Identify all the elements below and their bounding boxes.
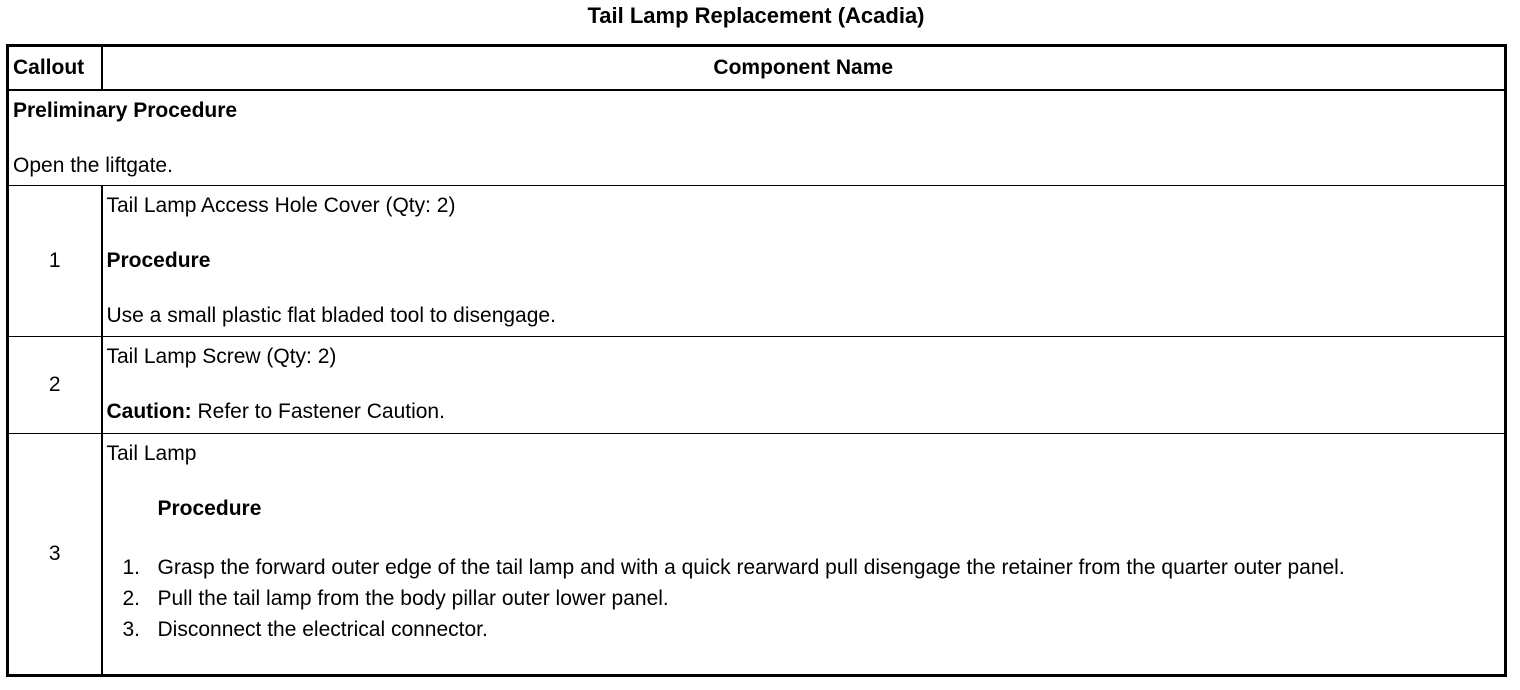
procedure-text: Use a small plastic flat bladed tool to disengage. [106, 304, 556, 327]
list-item [107, 552, 1501, 583]
procedure-steps [107, 552, 1501, 645]
step-text: Grasp the forward outer edge of the tail lamp and with a quick rearward pull disengage the retainer from the quarter outer panel. [157, 556, 1345, 579]
procedure-table [6, 44, 1507, 677]
preliminary-heading: Preliminary Procedure [13, 99, 238, 122]
callout-number: 1 [8, 186, 102, 337]
caution-text: Refer to Fastener Caution. [191, 400, 445, 423]
callout-column-header: Callout [8, 46, 102, 91]
step-number: 2. [122, 587, 141, 610]
caution-note [107, 400, 1501, 424]
step-text: Pull the tail lamp from the body pillar outer lower panel. [157, 587, 669, 610]
component-name: Tail Lamp [106, 442, 197, 465]
component-cell [102, 434, 1506, 676]
step-text: Disconnect the electrical connector. [157, 618, 488, 641]
component-cell [102, 337, 1506, 434]
procedure-label: Procedure [106, 249, 211, 272]
list-item [107, 583, 1501, 614]
caution-label: Caution: [106, 400, 192, 423]
component-name-column-header: Component Name [102, 46, 1506, 91]
callout-number: 2 [8, 337, 102, 434]
preliminary-row [8, 90, 1506, 186]
component-cell [102, 186, 1506, 337]
table-row [8, 434, 1506, 676]
step-number: 1. [122, 556, 141, 579]
callout-number: 3 [8, 434, 102, 676]
preliminary-cell [8, 90, 1506, 186]
step-number: 3. [122, 618, 141, 641]
table-header-row [8, 46, 1506, 91]
component-name: Tail Lamp Screw (Qty: 2) [106, 345, 337, 368]
page-title: Tail Lamp Replacement (Acadia) [587, 3, 925, 28]
component-name: Tail Lamp Access Hole Cover (Qty: 2) [106, 194, 456, 217]
table-row [8, 186, 1506, 337]
preliminary-text: Open the liftgate. [13, 154, 173, 177]
list-item [107, 614, 1501, 645]
table-row [8, 337, 1506, 434]
procedure-label: Procedure [157, 497, 262, 520]
